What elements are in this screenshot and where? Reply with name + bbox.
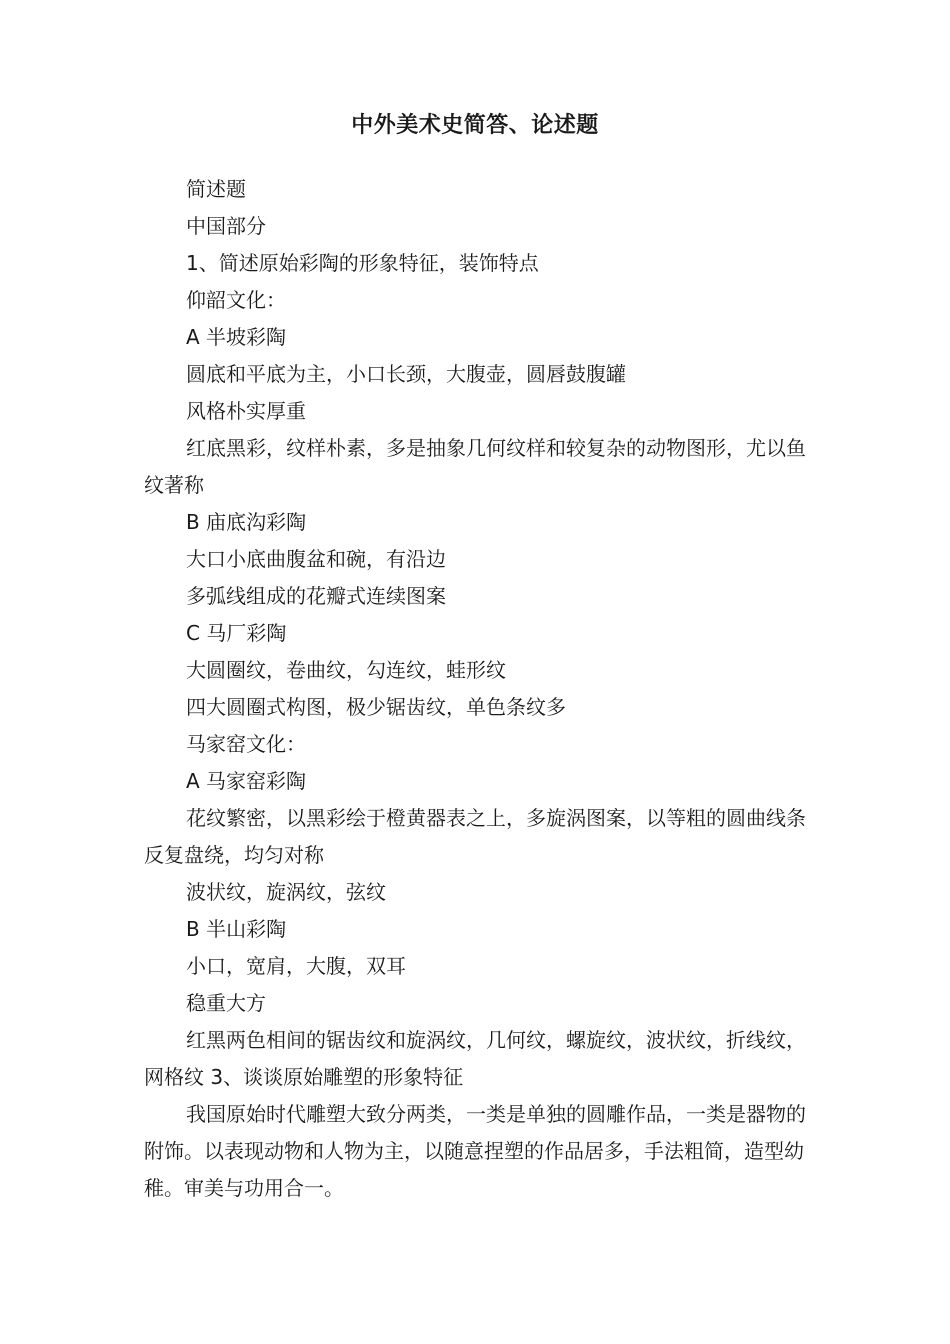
paragraph: A 马家窑彩陶 [186, 769, 307, 793]
paragraph: 四大圆圈式构图，极少锯齿纹，单色条纹多 [186, 695, 566, 719]
paragraph: 圆底和平底为主，小口长颈，大腹壶，圆唇鼓腹罐 [186, 362, 626, 386]
paragraph: 简述题 [186, 177, 246, 201]
paragraph: 波状纹，旋涡纹，弦纹 [186, 880, 386, 904]
paragraph: 大口小底曲腹盆和碗，有沿边 [186, 547, 446, 571]
paragraph: 风格朴实厚重 [186, 399, 306, 423]
paragraph: 多弧线组成的花瓣式连续图案 [186, 584, 446, 608]
paragraph: 花纹繁密，以黑彩绘于橙黄器表之上，多旋涡图案，以等粗的圆曲线条反复盘绕，均匀对称 [144, 806, 806, 867]
paragraph: 我国原始时代雕塑大致分两类，一类是单独的圆雕作品，一类是器物的附饰。以表现动物和人物为主，以随意捏塑的作品居多，手法粗简，造型幼稚。审美与功用合一。 [144, 1102, 806, 1200]
paragraph: B 庙底沟彩陶 [186, 510, 307, 534]
paragraph: 中国部分 [186, 214, 266, 238]
document-title: 中外美术史简答、论述题 [351, 113, 599, 138]
paragraph: 马家窑文化： [186, 732, 306, 756]
paragraph: B 半山彩陶 [186, 917, 287, 941]
paragraph: A 半坡彩陶 [186, 325, 287, 349]
paragraph: 仰韶文化： [186, 288, 286, 312]
paragraph: 稳重大方 [186, 991, 266, 1015]
paragraph: 1、简述原始彩陶的形象特征，装饰特点 [186, 251, 539, 275]
document-body [144, 171, 808, 1207]
paragraph: 小口，宽肩，大腹，双耳 [186, 954, 406, 978]
paragraph: C 马厂彩陶 [186, 621, 287, 645]
paragraph: 红底黑彩，纹样朴素，多是抽象几何纹样和较复杂的动物图形，尤以鱼纹著称 [144, 436, 806, 497]
paragraph: 大圆圈纹，卷曲纹，勾连纹，蛙形纹 [186, 658, 506, 682]
paragraph: 红黑两色相间的锯齿纹和旋涡纹，几何纹，螺旋纹，波状纹，折线纹，网格纹 3、谈谈原始雕塑的形象特征 [144, 1028, 806, 1089]
